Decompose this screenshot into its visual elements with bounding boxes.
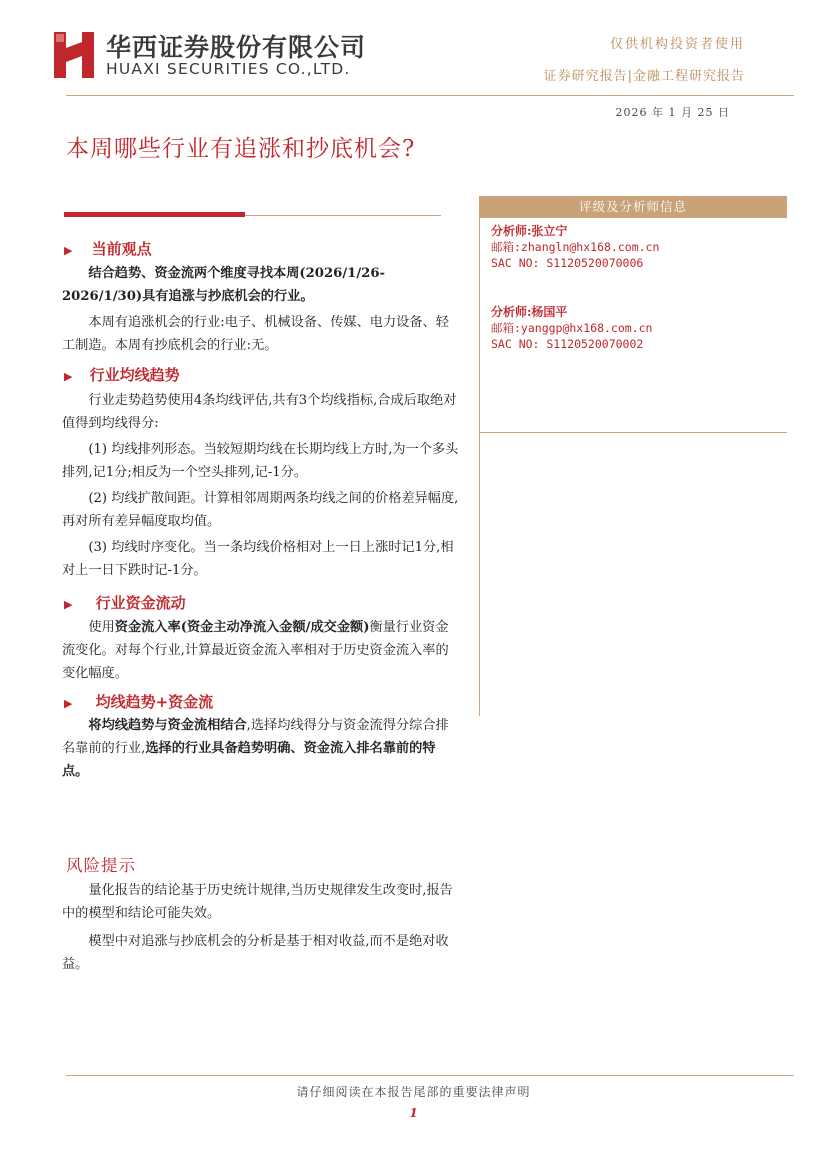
ma-trend-item-1: (1) 均线排列形态。当较短期均线在长期均线上方时,为一个多头排列,记1分;相反为一个空头排列,记-1分。: [62, 442, 459, 480]
fund-flow-paragraph: 使用资金流入率(资金主动净流入金额/成交金额)衡量行业资金流变化。对每个行业,计算最近资金流入率相对于历史资金流入率的变化幅度。: [62, 620, 449, 681]
footer-divider: [66, 1075, 794, 1076]
current-view-summary: 结合趋势、资金流两个维度寻找本周(2026/1/26-2026/1/30)具有追涨与抄底机会的行业。: [62, 266, 385, 304]
triangle-icon: ▶: [64, 598, 73, 611]
analyst-2-sac: SAC NO: S1120520070002: [491, 337, 644, 351]
risk-heading: 风险提示: [66, 856, 136, 875]
company-logo-icon: [52, 30, 96, 80]
ma-trend-item-3: (3) 均线时序变化。当一条均线价格相对上一日上涨时记1分,相对上一日下跌时记-1分。: [62, 540, 454, 578]
panel-divider: [479, 432, 787, 433]
header-divider: [66, 95, 794, 96]
ma-trend-intro: 行业走势趋势使用4条均线评估,共有3个均线指标,合成后取绝对值得到均线得分:: [62, 393, 457, 431]
report-type: 证券研究报告|金融工程研究报告: [543, 69, 745, 84]
combined-paragraph: 将均线趋势与资金流相结合,选择均线得分与资金流得分综合排名靠前的行业,选择的行业具备趋势明确、资金流入排名靠前的特点。: [62, 718, 449, 779]
analyst-1-sac: SAC NO: S1120520070006: [491, 256, 644, 270]
current-view-heading: ▶ 当前观点: [64, 240, 152, 258]
company-name-en: HUAXI SECURITIES CO.,LTD.: [106, 60, 351, 78]
legal-notice: 请仔细阅读在本报告尾部的重要法律声明: [296, 1085, 531, 1099]
triangle-icon: ▶: [64, 244, 73, 257]
section-bar-gold: [245, 215, 441, 216]
fund-flow-heading: ▶ 行业资金流动: [64, 594, 186, 612]
current-view-detail: 本周有追涨机会的行业:电子、机械设备、传媒、电力设备、轻工制造。本周有抄底机会的行业:无。: [62, 315, 449, 353]
panel-border: [479, 196, 480, 716]
analyst-2-email[interactable]: 邮箱:yanggp@hx168.com.cn: [491, 321, 653, 335]
ma-trend-heading: ▶ 行业均线趋势: [64, 366, 180, 384]
audience-note: 仅供机构投资者使用: [609, 37, 745, 52]
triangle-icon: ▶: [64, 697, 73, 710]
report-date: 2026 年 1 月 25 日: [615, 106, 730, 119]
analyst-panel-heading: 评级及分析师信息: [479, 196, 787, 218]
analyst-1-email[interactable]: 邮箱:zhangln@hx168.com.cn: [491, 240, 660, 254]
analyst-1-name: 分析师:张立宁: [491, 224, 568, 238]
risk-paragraph-1: 量化报告的结论基于历史统计规律,当历史规律发生改变时,报告中的模型和结论可能失效。: [62, 883, 453, 921]
section-bar-red: [64, 212, 245, 217]
combined-heading: ▶ 均线趋势+资金流: [64, 693, 214, 711]
analyst-2-name: 分析师:杨国平: [491, 305, 568, 319]
risk-paragraph-2: 模型中对追涨与抄底机会的分析是基于相对收益,而不是绝对收益。: [62, 934, 449, 972]
page-title: 本周哪些行业有追涨和抄底机会?: [66, 136, 416, 162]
triangle-icon: ▶: [64, 370, 73, 383]
page-number: 1: [409, 1106, 418, 1120]
ma-trend-item-2: (2) 均线扩散间距。计算相邻周期两条均线之间的价格差异幅度,再对所有差异幅度取均值。: [62, 491, 459, 529]
company-name-cn: 华西证券股份有限公司: [106, 33, 367, 62]
